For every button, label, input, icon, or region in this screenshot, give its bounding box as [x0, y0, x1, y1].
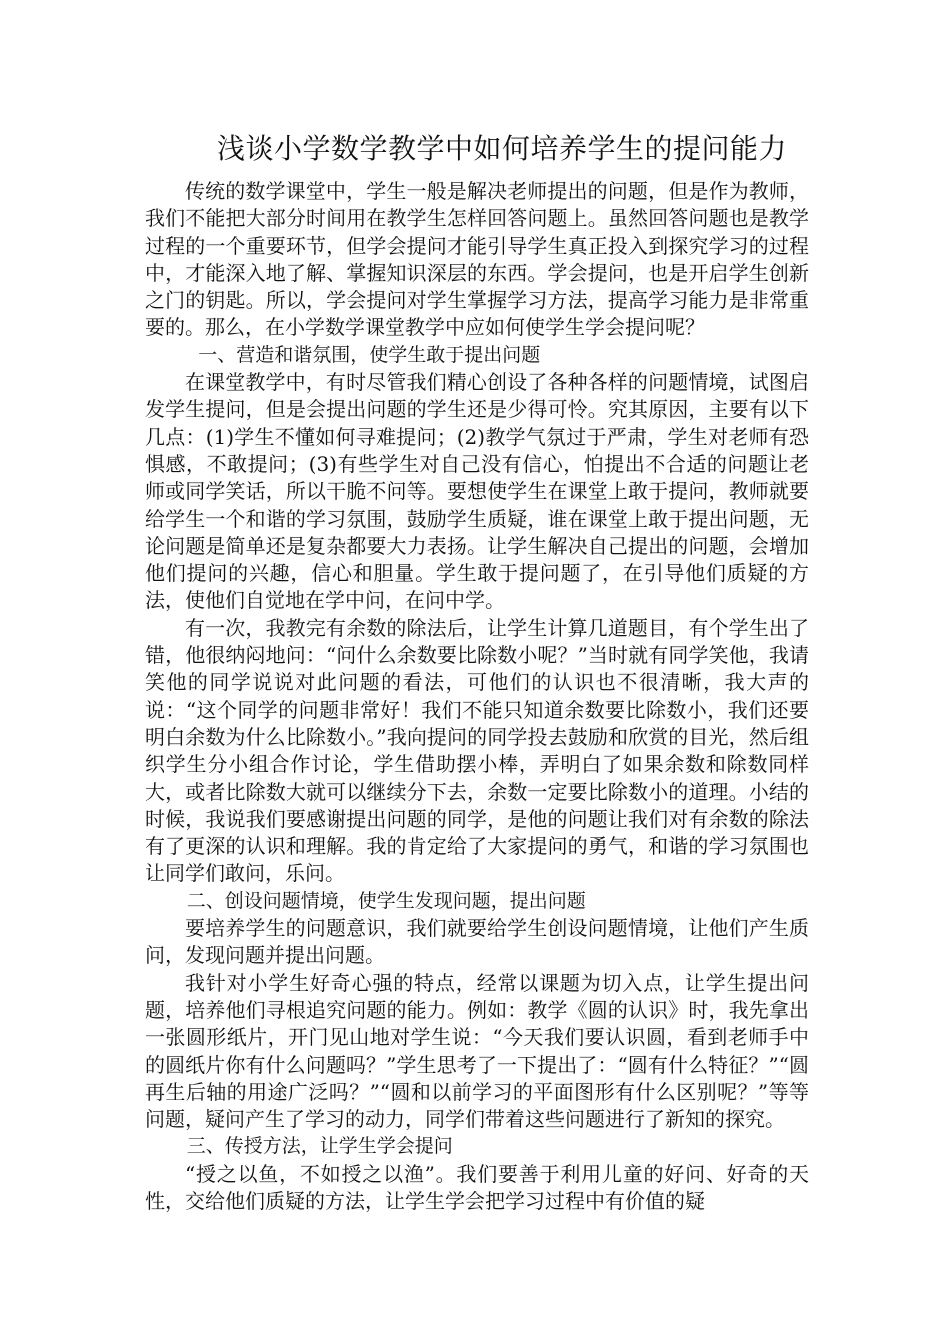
intro-paragraph: 传统的数学课堂中，学生一般是解决老师提出的问题，但是作为教师，我们不能把大部分时间用在教学生怎样回答问题上。虽然回答问题也是教学过程的一个重要环节，但学会提问才能引导学生真正投入到探究学习的过程中，才能深入地了解、掌握知识深层的东西。学会提问，也是开启学生创新之门的钥匙。所以，学会提问对学生掌握学习方法，提高学习能力是非常重要的。那么，在小学数学课堂教学中应如何使学生学会提问呢？: [145, 179, 809, 340]
section-2-paragraph-2: 我针对小学生好奇心强的特点，经常以课题为切入点，让学生提出问题，培养他们寻根追究问题的能力。例如：教学《圆的认识》时，我先拿出一张圆形纸片，开门见山地对学生说：“今天我们要认识圆，看到老师手中的圆纸片你有什么问题吗？”学生思考了一下提出了：“圆有什么特征？”“圆再生后轴的用途广泛吗？”“圆和以前学习的平面图形有什么区别呢？”等等问题，疑问产生了学习的动力，同学们带着这些问题进行了新知的探究。: [145, 970, 809, 1132]
section-heading-2: 二、创设问题情境，使学生发现问题，提出问题: [186, 889, 586, 912]
section-heading-1: 一、营造和谐氛围，使学生敢于提出问题: [198, 343, 541, 366]
section-1-paragraph-2: 有一次，我教完有余数的除法后，让学生计算几道题目，有个学生出了错，他很纳闷地问：“问什么余数要比除数小呢？”当时就有同学笑他，我请笑他的同学说说对此问题的看法，可他们的认识也不很清晰，我大声的说：“这个同学的问题非常好！我们不能只知道余数要比除数小，我们还要明白余数为什么比除数小。”我向提问的同学投去鼓励和欣赏的目光，然后组织学生分小组合作讨论，学生借助摆小棒，弄明白了如果余数和除数同样大，或者比除数大就可以继续分下去，余数一定要比除数小的道理。小结的时候，我说我们要感谢提出问题的同学，是他的问题让我们对有余数的除法有了更深的认识和理解。我的肯定给了大家提问的勇气，和谐的学习氛围也让同学们敢问，乐问。: [145, 615, 809, 886]
section-heading-3: 三、传授方法，让学生学会提问: [186, 1135, 453, 1158]
section-2-paragraph-1: 要培养学生的问题意识，我们就要给学生创设问题情境，让他们产生质问，发现问题并提出问题。: [145, 916, 809, 968]
document-page: [145, 128, 809, 1215]
section-3-paragraph-1: “授之以鱼，不如授之以渔”。我们要善于利用儿童的好问、好奇的天性，交给他们质疑的方法，让学生学会把学习过程中有价值的疑: [145, 1161, 809, 1213]
section-1-paragraph-1: 在课堂教学中，有时尽管我们精心创设了各种各样的问题情境，试图启发学生提问，但是会提出问题的学生还是少得可怜。究其原因，主要有以下几点：(1)学生不懂如何寻难提问；(2)教学气氛过于严肃，学生对老师有恐惧感，不敢提问；(3)有些学生对自己没有信心，怕提出不合适的问题让老师或同学笑话，所以干脆不问等。要想使学生在课堂上敢于提问，教师就要给学生一个和谐的学习氛围，鼓励学生质疑，谁在课堂上敢于提出问题，无论问题是简单还是复杂都要大力表扬。让学生解决自己提出的问题，会增加他们提问的兴趣，信心和胆量。学生敢于提问题了，在引导他们质疑的方法，使他们自觉地在学中问，在问中学。: [145, 370, 809, 613]
document-title: 浅谈小学数学教学中如何培养学生的提问能力: [217, 132, 788, 165]
